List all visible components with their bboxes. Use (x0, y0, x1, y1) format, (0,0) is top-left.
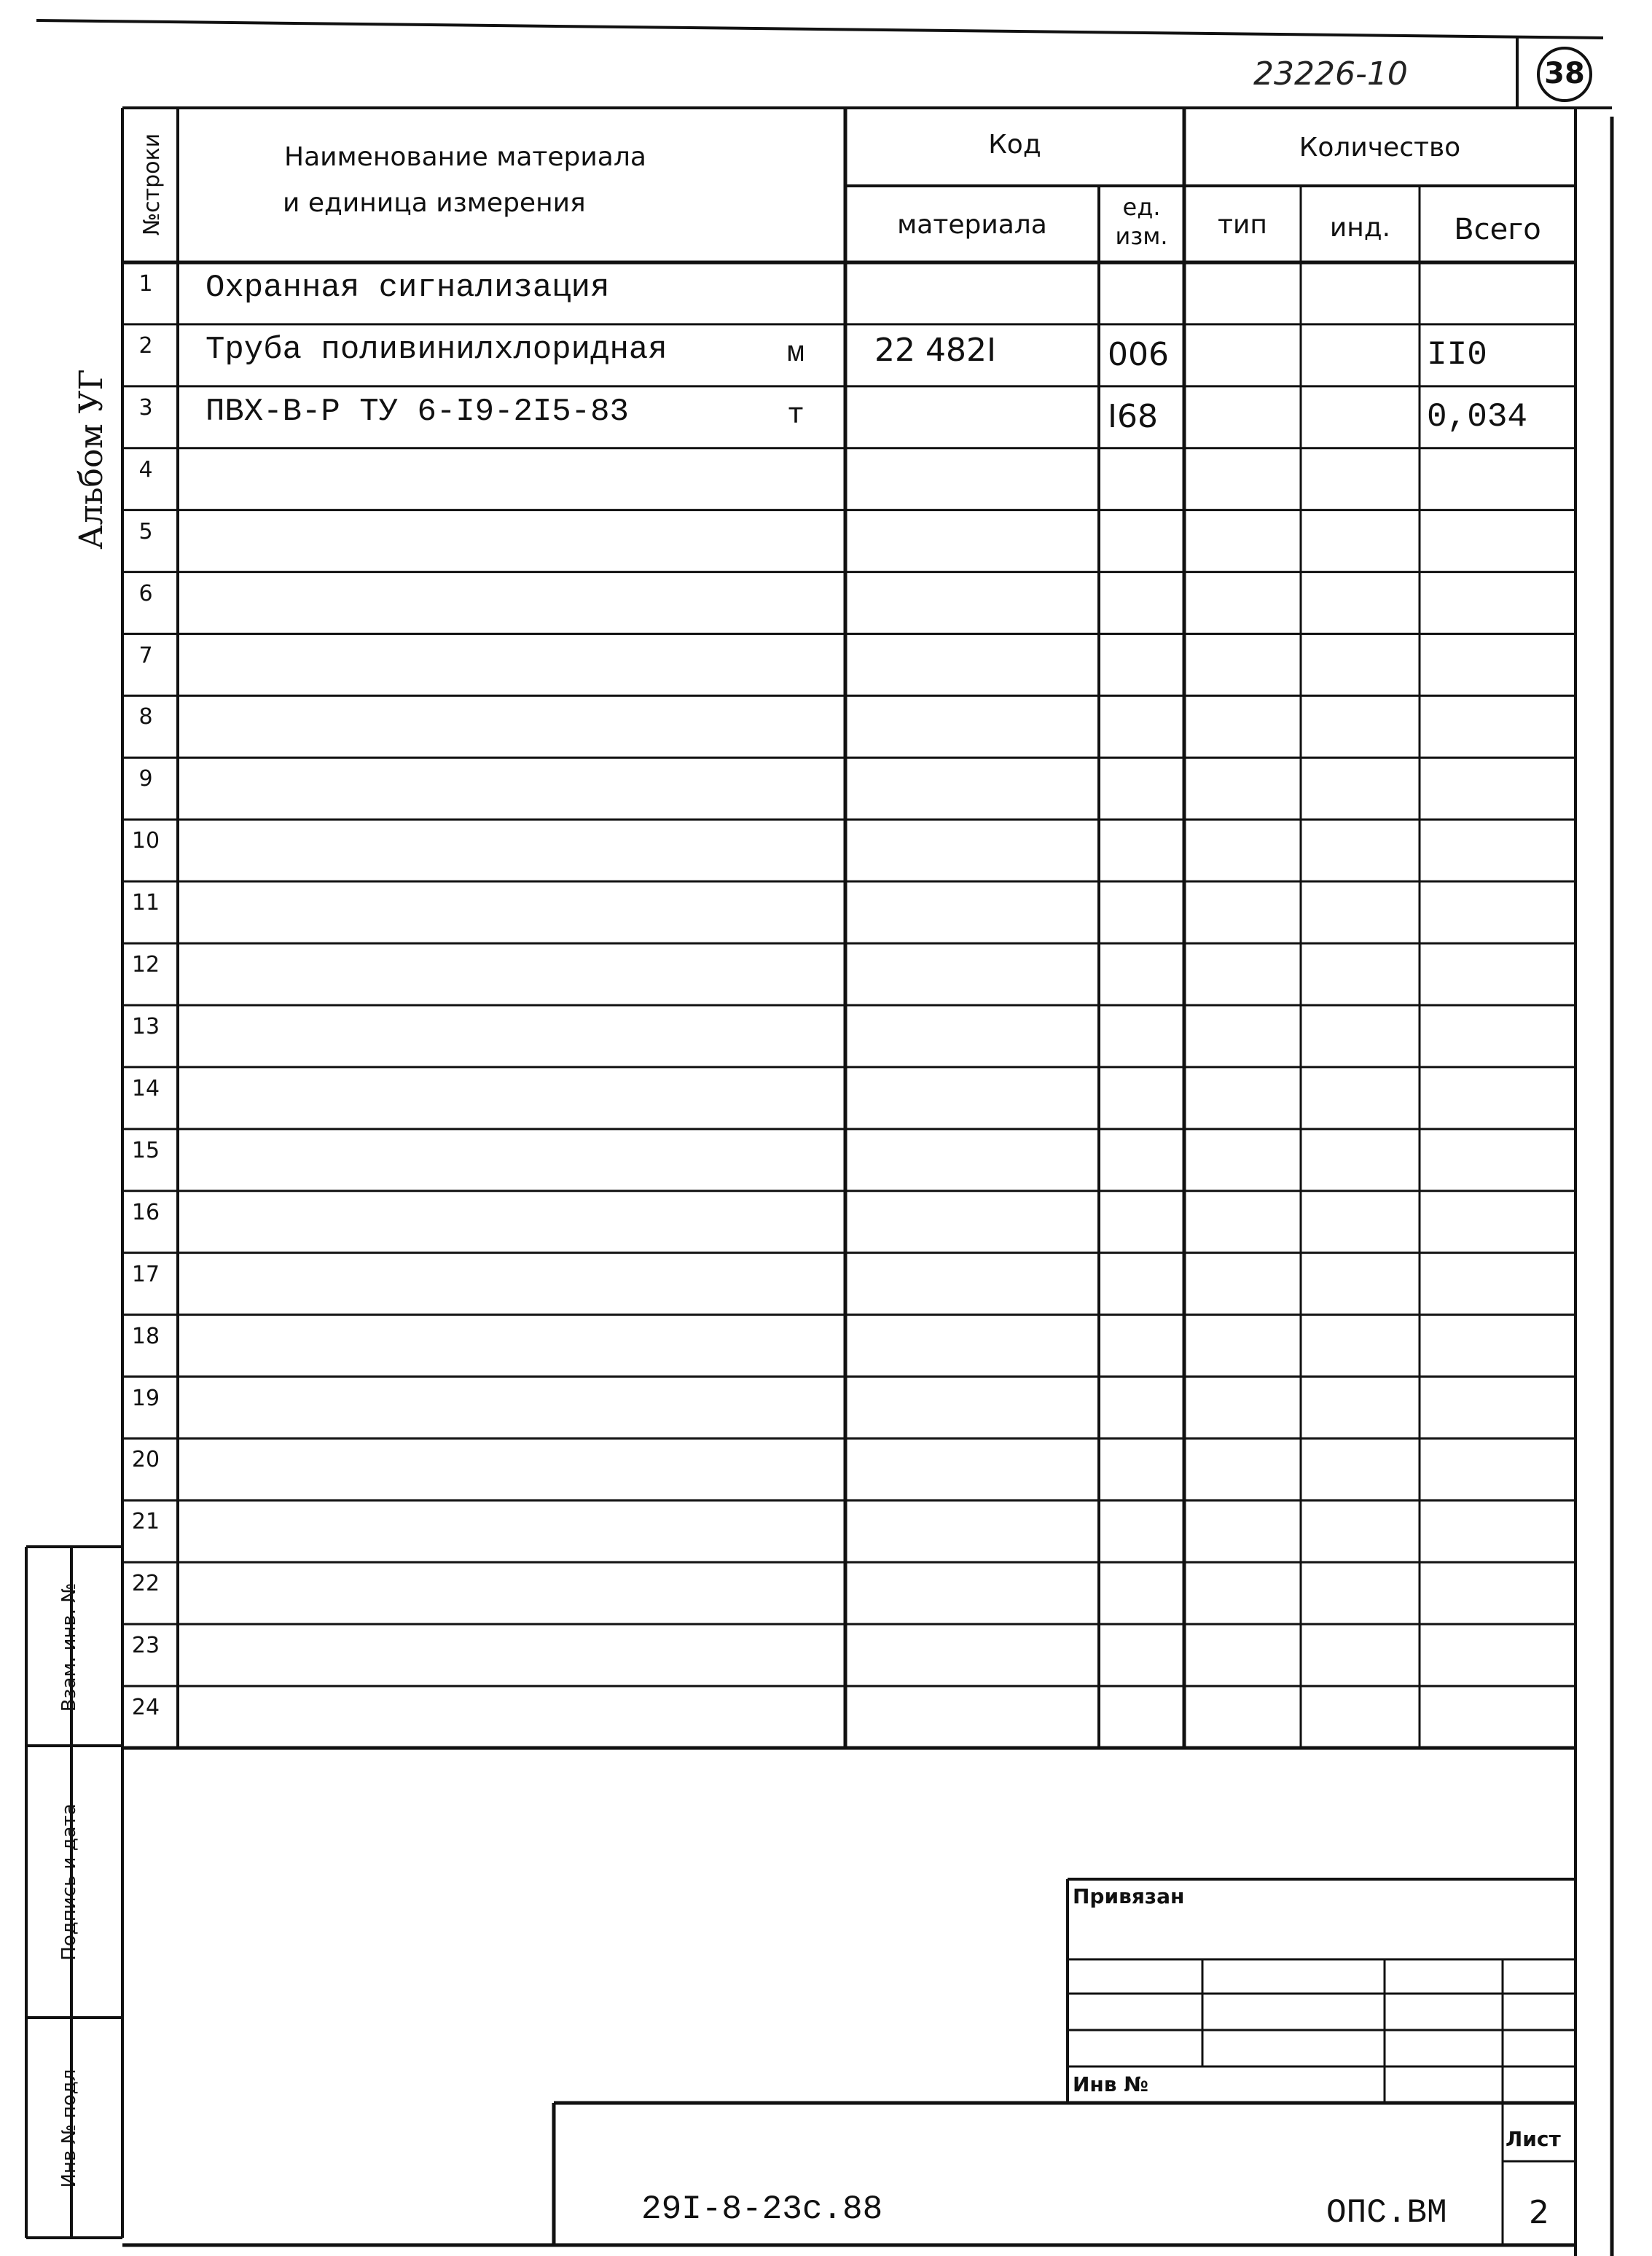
row-number: 22 (131, 1571, 160, 1597)
table-row (0, 324, 1652, 386)
table-row (0, 1377, 1652, 1439)
row-number: 3 (138, 394, 153, 421)
header-unit-line2: изм. (1115, 222, 1168, 250)
table-row (0, 1315, 1652, 1377)
row-number: 23 (131, 1633, 160, 1659)
title-doc-code: 29I-8-23с.88 (641, 2190, 883, 2228)
table-row (0, 1624, 1652, 1686)
row-unit: м (787, 337, 805, 370)
table-row (0, 634, 1652, 696)
row-number: 21 (131, 1509, 160, 1535)
row-unit-code: 006 (1108, 335, 1169, 373)
table-row (0, 262, 1652, 324)
row-number: 1 (138, 271, 153, 297)
binding-label: Привязан (1073, 1884, 1185, 1908)
row-name: ПВХ-В-Р ТУ 6-I9-2I5-83 (205, 393, 629, 430)
row-number: 16 (131, 1199, 160, 1225)
row-number: 7 (138, 642, 153, 668)
row-unit-code: I68 (1108, 397, 1158, 435)
row-number: 6 (138, 580, 153, 606)
stamp-inv-podl: Инв № подл (58, 2069, 80, 2188)
row-number: 2 (138, 332, 153, 359)
row-total: 0,034 (1427, 397, 1528, 436)
header-ind: инд. (1329, 213, 1391, 243)
row-number: 8 (138, 704, 153, 730)
row-number: 18 (131, 1323, 160, 1349)
row-number: 13 (131, 1014, 160, 1039)
table-row (0, 1129, 1652, 1191)
row-total: II0 (1427, 335, 1487, 374)
table-row (0, 448, 1652, 510)
header-name-line1: Наименование материала (284, 142, 646, 172)
table-row (0, 510, 1652, 572)
row-name: Охранная сигнализация (205, 270, 610, 306)
table-row (0, 1191, 1652, 1253)
row-number: 20 (131, 1447, 160, 1473)
table-row (0, 1253, 1652, 1315)
table-row (0, 695, 1652, 757)
row-number: 10 (131, 828, 160, 854)
table-row (0, 1438, 1652, 1500)
album-label: Альбом УГ (73, 369, 110, 550)
header-material: материала (897, 210, 1047, 240)
row-number: 4 (138, 456, 153, 483)
header-type: тип (1218, 210, 1267, 240)
binding-inv-no: Инв № (1073, 2072, 1148, 2096)
header-name-line2: и единица измерения (283, 188, 586, 218)
stamp-vzam-inv: Взам. инв. № (58, 1582, 80, 1712)
row-number: 9 (138, 766, 153, 792)
table-row (0, 1562, 1652, 1624)
row-unit: т (787, 399, 805, 432)
row-number: 11 (131, 890, 160, 916)
row-number: 17 (131, 1261, 160, 1287)
table-row (0, 572, 1652, 634)
title-doc-mark: ОПС.ВМ (1326, 2194, 1447, 2232)
page-mark: 38 (1544, 57, 1585, 90)
table-row (0, 881, 1652, 943)
table-row (0, 943, 1652, 1005)
table-row (0, 819, 1652, 881)
table-row (0, 386, 1652, 448)
header-total: Всего (1454, 213, 1541, 246)
table-row (0, 1500, 1652, 1562)
row-number: 14 (131, 1075, 160, 1101)
row-name: Труба поливинилхлоридная (205, 331, 668, 368)
row-number: 19 (131, 1385, 160, 1411)
table-row (0, 1067, 1652, 1129)
row-number: 5 (138, 518, 153, 545)
table-row (0, 757, 1652, 819)
table-row (0, 1005, 1652, 1067)
title-sheet-label: Лист (1506, 2127, 1561, 2151)
header-code: Код (988, 130, 1041, 160)
header-unit-line1: ед. (1122, 193, 1161, 221)
stamp-podpis-data: Подпись и дата (58, 1803, 80, 1961)
row-number: 24 (131, 1695, 160, 1721)
header-quantity: Количество (1299, 133, 1461, 163)
row-number: 15 (131, 1137, 160, 1163)
document-number: 23226-10 (1253, 55, 1408, 93)
row-material-code: 22 482I (874, 331, 996, 369)
table-row (0, 1686, 1652, 1748)
title-sheet-number: 2 (1529, 2194, 1549, 2231)
row-number: 12 (131, 952, 160, 978)
header-row-number: №строки (139, 133, 165, 236)
